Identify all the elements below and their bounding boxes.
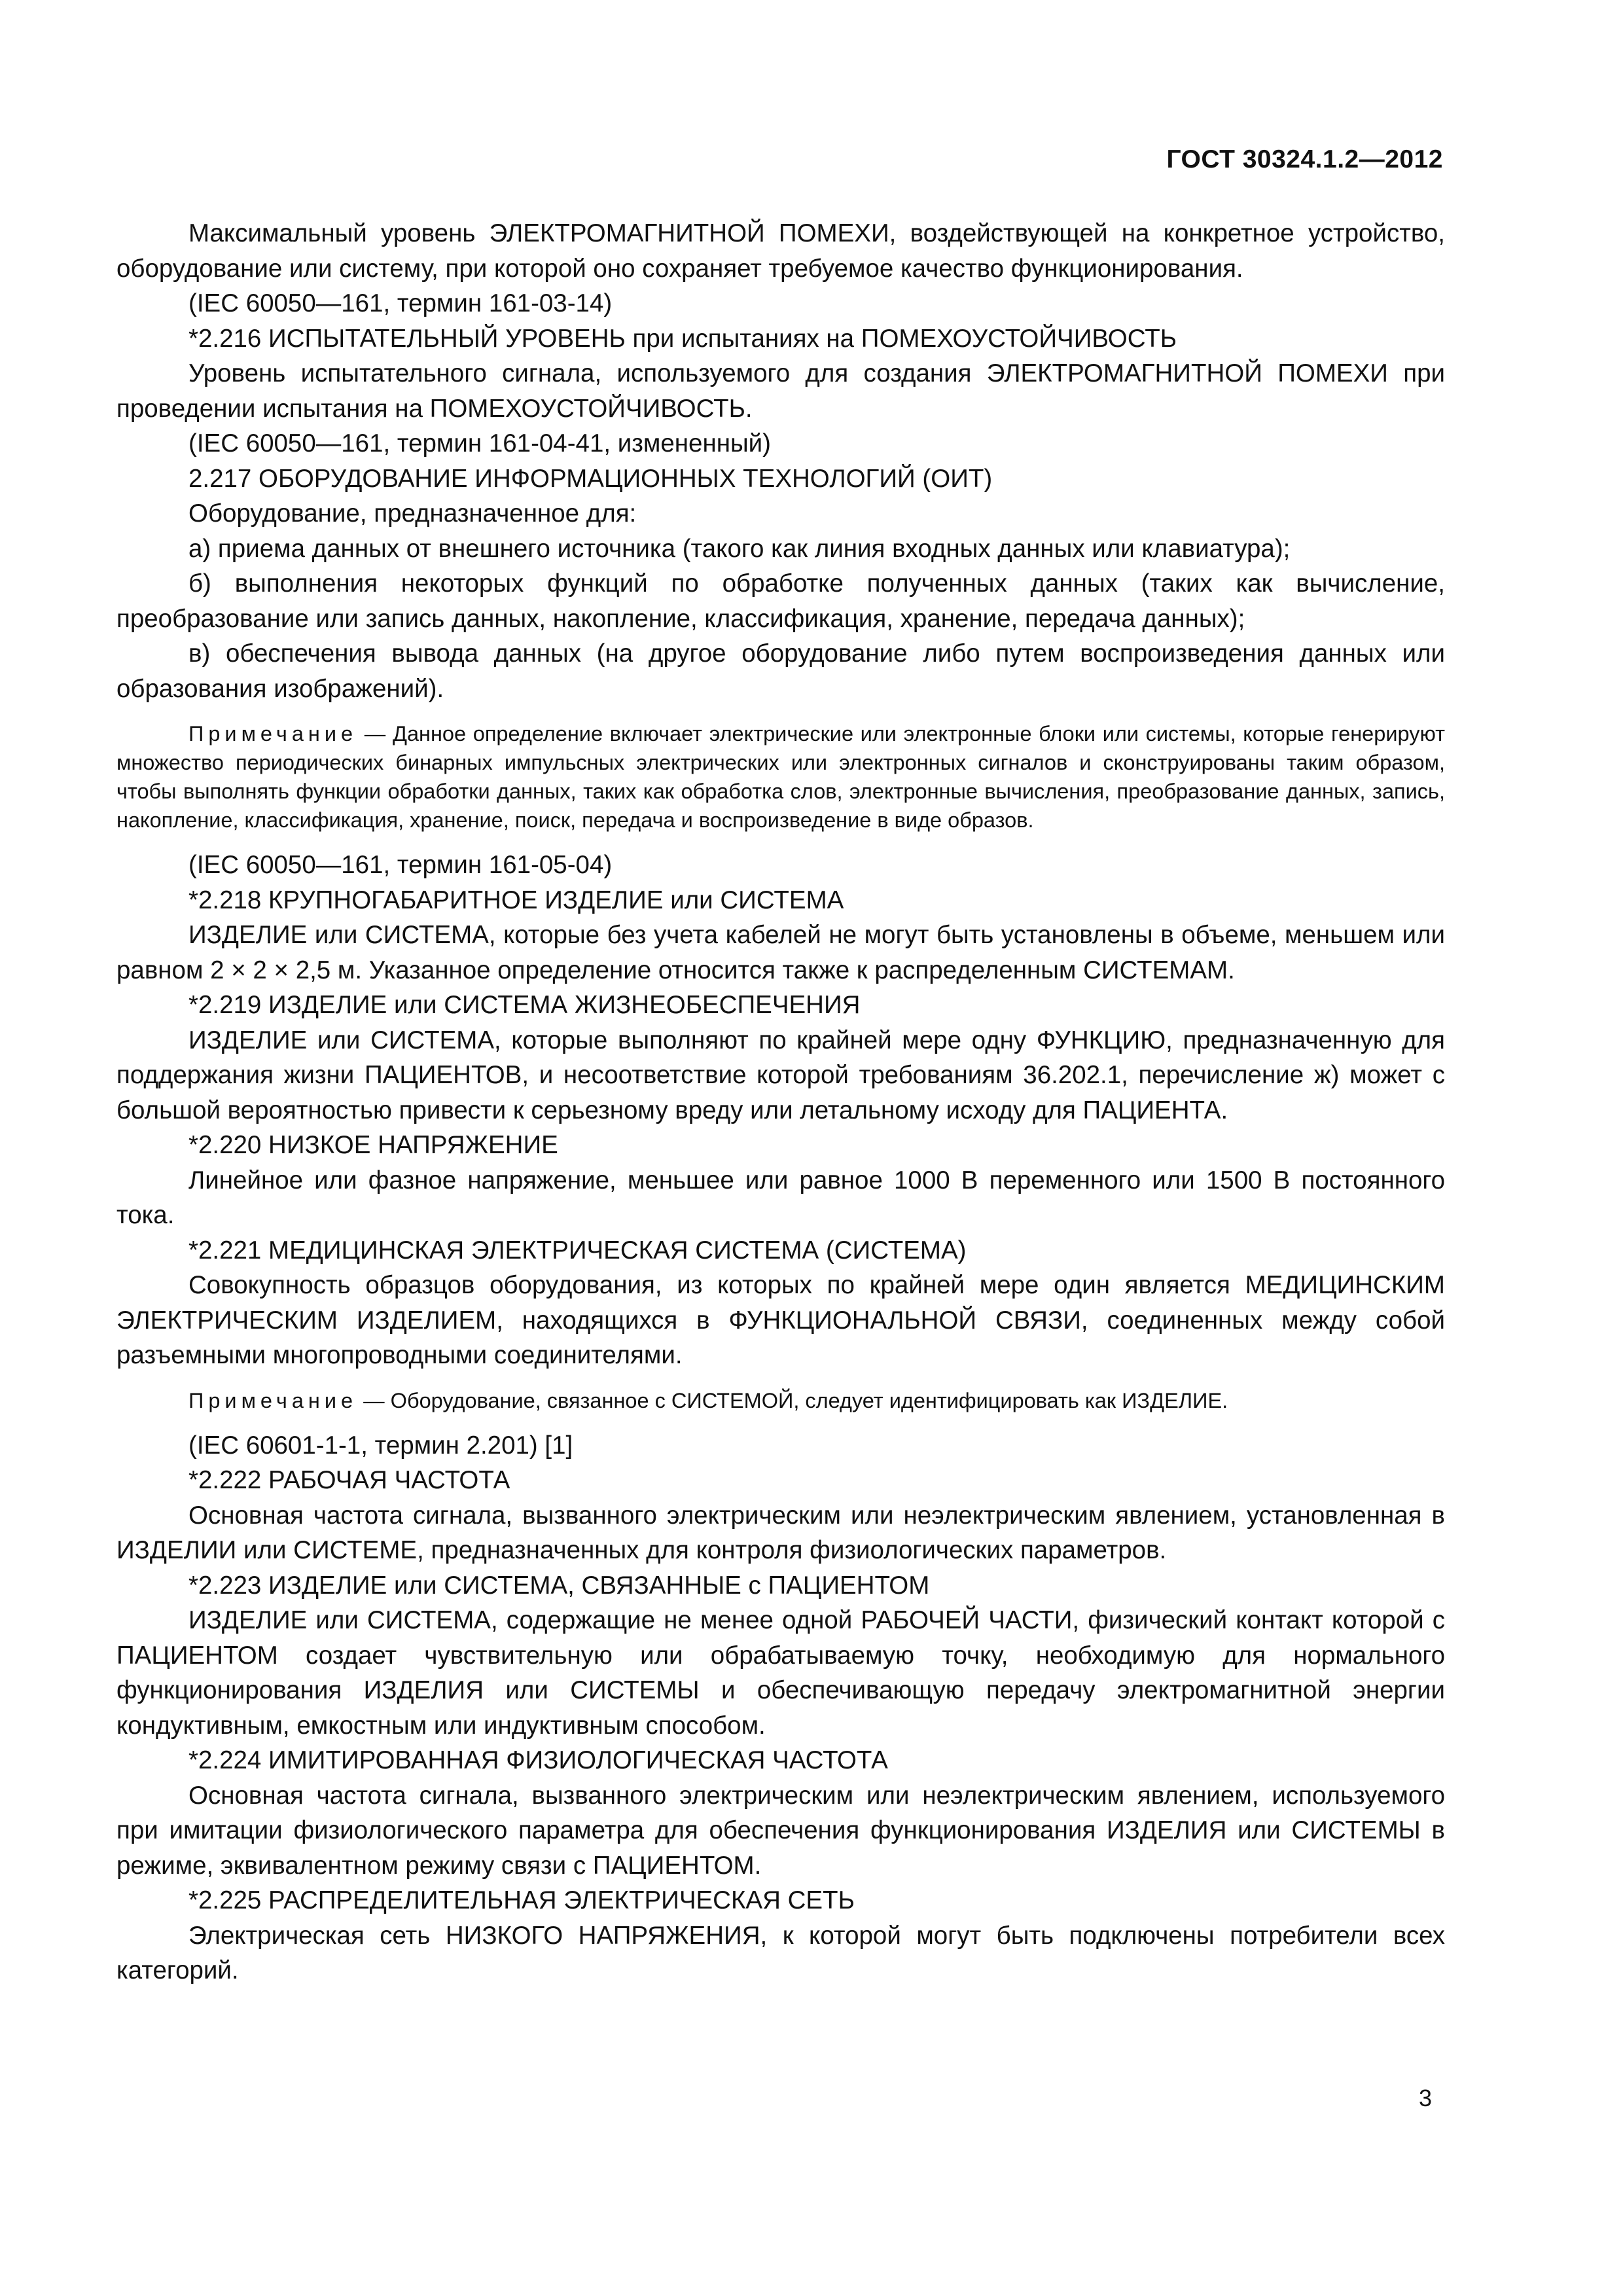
paragraph: Уровень испытательного сигнала, используемого для создания ЭЛЕКТРОМАГНИТНОЙ ПОМЕХИ при проведении испытания на ПОМЕХОУСТОЙЧИВОСТЬ.: [116, 359, 1445, 423]
paragraph: Оборудование, предназначенное для:: [188, 499, 637, 528]
paragraph: Основная частота сигнала, вызванного электрическим или неэлектрическим явлением, используемого при имитации физиологического параметра для обеспечения функционирования ИЗДЕЛИЯ или СИСТЕМЫ в режиме, эквивалентном режиму связи с ПАЦИЕНТОМ.: [116, 1781, 1445, 1880]
note-label: Примечание: [188, 1388, 358, 1412]
paragraph: Совокупность образцов оборудования, из которых по крайней мере один является МЕДИЦИНСКИМ ЭЛЕКТРИЧЕСКИМ ИЗДЕЛИЕМ, находящихся в ФУНКЦИОНАЛЬНОЙ СВЯЗИ, соединенных между собой разъемными многопроводными соединителями.: [116, 1271, 1445, 1369]
paragraph: ИЗДЕЛИЕ или СИСТЕМА, содержащие не менее одной РАБОЧЕЙ ЧАСТИ, физический контакт которой с ПАЦИЕНТОМ создает чувствительную или обрабатываемую точку, необходимую для нормального функционирования ИЗДЕЛИЯ или СИСТЕМЫ и обеспечивающую передачу электромагнитной энергии кондуктивным, емкостным или индуктивным способом.: [116, 1606, 1445, 1740]
term-heading: *2.223 ИЗДЕЛИЕ или СИСТЕМА, СВЯЗАННЫЕ с ПАЦИЕНТОМ: [188, 1571, 930, 1600]
document-number-header: ГОСТ 30324.1.2—2012: [1166, 145, 1443, 173]
term-heading: *2.216 ИСПЫТАТЕЛЬНЫЙ УРОВЕНЬ при испытаниях на ПОМЕХОУСТОЙЧИВОСТЬ: [188, 324, 1177, 353]
term-heading: *2.218 КРУПНОГАБАРИТНОЕ ИЗДЕЛИЕ или СИСТЕМА: [188, 886, 844, 914]
term-heading: *2.219 ИЗДЕЛИЕ или СИСТЕМА ЖИЗНЕОБЕСПЕЧЕНИЯ: [188, 991, 861, 1019]
term-heading: *2.225 РАСПРЕДЕЛИТЕЛЬНАЯ ЭЛЕКТРИЧЕСКАЯ СЕТЬ: [188, 1886, 855, 1914]
term-heading: *2.221 МЕДИЦИНСКАЯ ЭЛЕКТРИЧЕСКАЯ СИСТЕМА (СИСТЕМА): [188, 1236, 967, 1265]
reference-line: (IEC 60050—161, термин 161-05-04): [188, 851, 613, 879]
term-heading: *2.222 РАБОЧАЯ ЧАСТОТА: [188, 1466, 510, 1494]
term-heading: *2.220 НИЗКОЕ НАПРЯЖЕНИЕ: [188, 1131, 558, 1159]
paragraph: ИЗДЕЛИЕ или СИСТЕМА, которые выполняют по крайней мере одну ФУНКЦИЮ, предназначенную для поддержания жизни ПАЦИЕНТОВ, и несоответствие которой требованиям 36.202.1, перечисление ж) может с большой вероятностью привести к серьезному вреду или летальному исходу для ПАЦИЕНТА.: [116, 1026, 1445, 1124]
list-item: б) выполнения некоторых функций по обработке полученных данных (таких как вычисление, преобразование или запись данных, накопление, классификация, хранение, передача данных);: [116, 569, 1445, 633]
paragraph: Линейное или фазное напряжение, меньшее или равное 1000 В переменного или 1500 В постоянного тока.: [116, 1166, 1445, 1229]
term-heading: *2.224 ИМИТИРОВАННАЯ ФИЗИОЛОГИЧЕСКАЯ ЧАСТОТА: [188, 1746, 888, 1774]
term-heading: 2.217 ОБОРУДОВАНИЕ ИНФОРМАЦИОННЫХ ТЕХНОЛОГИЙ (ОИТ): [188, 464, 993, 493]
paragraph: Электрическая сеть НИЗКОГО НАПРЯЖЕНИЯ, к которой могут быть подключены потребители всех категорий.: [116, 1921, 1445, 1984]
note-text: — Оборудование, связанное с СИСТЕМОЙ, следует идентифицировать как ИЗДЕЛИЕ.: [357, 1388, 1228, 1412]
page-number: 3: [1418, 2085, 1432, 2111]
reference-line: (IEC 60050—161, термин 161-04-41, измененный): [188, 429, 771, 457]
note: [116, 1386, 1445, 1415]
list-item: в) обеспечения вывода данных (на другое оборудование либо путем воспроизведения данных или образования изображений).: [116, 639, 1445, 703]
reference-line: (IEC 60601-1-1, термин 2.201) [1]: [188, 1431, 573, 1460]
paragraph: Максимальный уровень ЭЛЕКТРОМАГНИТНОЙ ПОМЕХИ, воздействующей на конкретное устройство, оборудование или систему, при которой оно сохраняет требуемое качество функционирования.: [116, 219, 1445, 283]
note: [116, 719, 1445, 834]
paragraph: ИЗДЕЛИЕ или СИСТЕМА, которые без учета кабелей не могут быть установлены в объеме, меньшем или равном 2 × 2 × 2,5 м. Указанное определение относится также к распределенным СИСТЕМАМ.: [116, 921, 1445, 984]
list-item: а) приема данных от внешнего источника (такого как линия входных данных или клавиатура);: [188, 534, 1291, 563]
reference-line: (IEC 60050—161, термин 161-03-14): [188, 289, 613, 317]
page-body: [116, 216, 1445, 1988]
paragraph: Основная частота сигнала, вызванного электрическим или неэлектрическим явлением, установленная в ИЗДЕЛИИ или СИСТЕМЕ, предназначенных для контроля физиологических параметров.: [116, 1501, 1445, 1564]
note-text: — Данное определение включает электрические или электронные блоки или системы, которые генерируют множество периодических бинарных импульсных электрических или электронных сигналов и сконструированы таким образом, чтобы выполнять функции обработки данных, таких как обработка слов, электронные вычисления, преобразование данных, запись, накопление, классификация, хранение, поиск, передача и воспроизведение в виде образов.: [116, 722, 1445, 832]
note-label: Примечание: [188, 722, 358, 745]
